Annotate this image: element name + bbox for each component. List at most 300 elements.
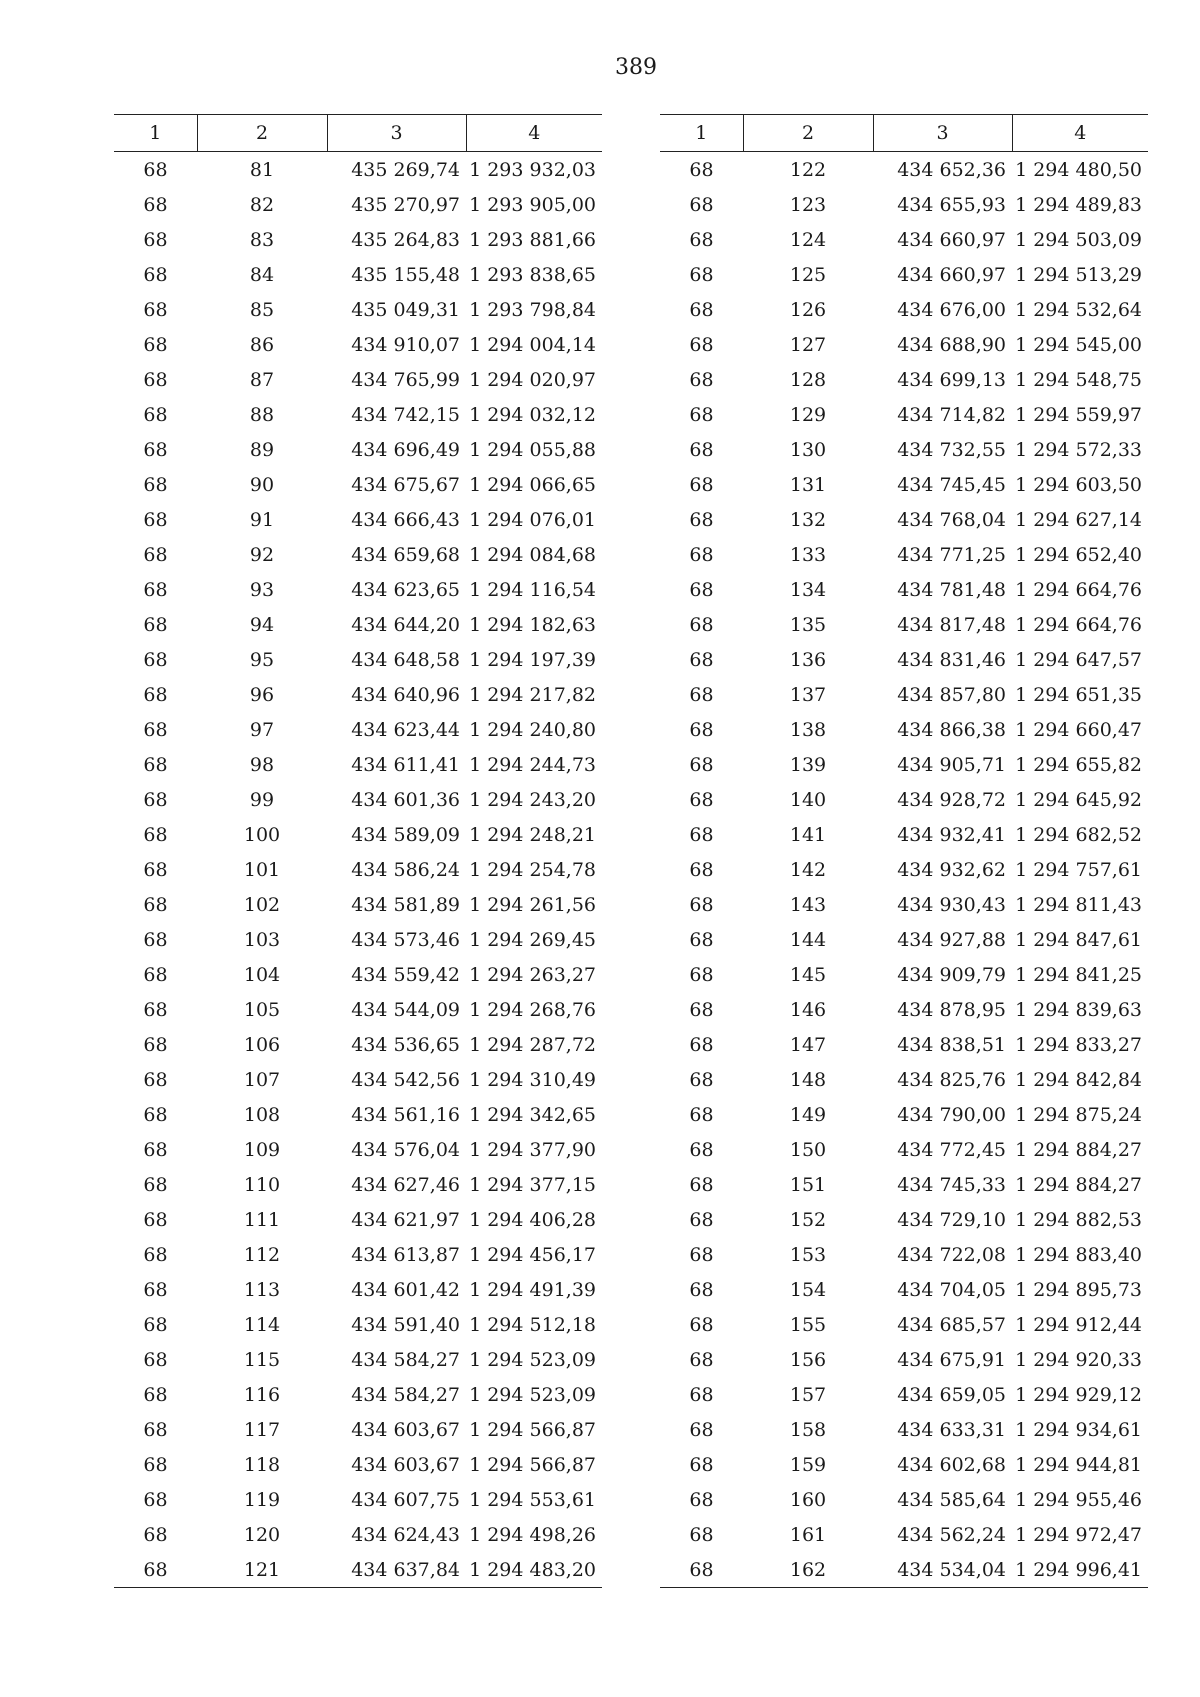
cell-col1: 68 [143, 158, 168, 181]
cell-col1: 68 [689, 333, 714, 356]
table-row [660, 1552, 1148, 1588]
cell-col1: 68 [143, 298, 168, 321]
cell-col1: 68 [143, 333, 168, 356]
cell-col1: 68 [689, 788, 714, 811]
cell-col3: 434 768,04 [897, 508, 1006, 531]
cell-col4: 1 294 944,81 [1015, 1453, 1142, 1476]
cell-col1: 68 [143, 1383, 168, 1406]
cell-col2: 105 [243, 998, 281, 1021]
cell-col3: 434 660,97 [897, 263, 1006, 286]
cell-col3: 434 601,36 [351, 788, 460, 811]
cell-col3: 434 648,58 [351, 648, 460, 671]
cell-col3: 434 825,76 [897, 1068, 1006, 1091]
cell-col2: 83 [249, 228, 275, 251]
cell-col3: 434 772,45 [897, 1138, 1006, 1161]
cell-col1: 68 [143, 788, 168, 811]
cell-col2: 138 [789, 718, 827, 741]
cell-col3: 434 659,68 [351, 543, 460, 566]
cell-col1: 68 [689, 263, 714, 286]
cell-col2: 162 [743, 1552, 873, 1588]
cell-col1: 68 [689, 403, 714, 426]
table-row [660, 817, 1148, 852]
cell-col3: 434 781,48 [897, 578, 1006, 601]
cell-col4: 1 294 811,43 [1015, 893, 1142, 916]
cell-col2: 87 [249, 368, 275, 391]
cell-col3: 434 640,96 [351, 683, 460, 706]
table-row [660, 467, 1148, 502]
cell-col4: 1 294 757,61 [1015, 858, 1142, 881]
cell-col4: 1 294 839,63 [1015, 998, 1142, 1021]
cell-col4: 1 294 833,27 [1015, 1033, 1142, 1056]
table-row [114, 817, 602, 852]
cell-col1: 68 [660, 1552, 743, 1588]
cell-col4: 1 294 566,87 [469, 1418, 596, 1441]
cell-col4: 1 294 523,09 [469, 1348, 596, 1371]
cell-col2: 159 [789, 1453, 827, 1476]
cell-col4: 1 294 182,63 [469, 613, 596, 636]
cell-col3: 434 910,07 [351, 333, 460, 356]
cell-col2: 126 [789, 298, 827, 321]
cell-col3: 434 603,67 [351, 1418, 460, 1441]
table-row [114, 747, 602, 782]
cell-col4: 1 294 647,57 [1015, 648, 1142, 671]
cell-col2: 124 [789, 228, 827, 251]
table-row [114, 572, 602, 607]
cell-col1: 68 [143, 858, 168, 881]
cell-col3: 434 542,56 [351, 1068, 460, 1091]
table-row [660, 1342, 1148, 1377]
cell-col4: 1 294 197,39 [469, 648, 596, 671]
cell-col3: 434 621,97 [351, 1208, 460, 1231]
table-row [660, 922, 1148, 957]
table-row [660, 397, 1148, 432]
table-row [660, 1027, 1148, 1062]
table-header-row [114, 115, 602, 152]
cell-col4: 1 294 512,18 [469, 1313, 596, 1336]
cell-col1: 68 [689, 718, 714, 741]
cell-col1: 68 [143, 718, 168, 741]
cell-col1: 68 [689, 508, 714, 531]
table-row [660, 1132, 1148, 1167]
cell-col3: 434 838,51 [897, 1033, 1006, 1056]
table-row [114, 327, 602, 362]
cell-col3: 434 581,89 [351, 893, 460, 916]
cell-col3: 434 765,99 [351, 368, 460, 391]
cell-col1: 68 [143, 893, 168, 916]
cell-col4: 1 294 263,27 [469, 963, 596, 986]
cell-col2: 90 [249, 473, 275, 496]
cell-col1: 68 [689, 438, 714, 461]
cell-col1: 68 [143, 1313, 168, 1336]
cell-col2: 104 [243, 963, 281, 986]
cell-col3: 435 049,31 [351, 298, 460, 321]
cell-col3: 434 655,93 [897, 193, 1006, 216]
cell-col3: 434 675,91 [897, 1348, 1006, 1371]
cell-col2: 149 [789, 1103, 827, 1126]
cell-col3: 434 675,67 [351, 473, 460, 496]
cell-col4: 1 294 503,09 [1015, 228, 1142, 251]
cell-col2: 86 [249, 333, 275, 356]
cell-col1: 68 [689, 543, 714, 566]
table-row [660, 712, 1148, 747]
cell-col4: 1 294 377,90 [469, 1138, 596, 1161]
cell-col1: 68 [689, 823, 714, 846]
cell-col3: 434 624,43 [351, 1523, 460, 1546]
cell-col2: 147 [789, 1033, 827, 1056]
cell-col4: 1 294 116,54 [469, 578, 596, 601]
table-row [114, 992, 602, 1027]
cell-col2: 107 [243, 1068, 281, 1091]
cell-col2: 122 [789, 158, 827, 181]
cell-col4: 1 294 240,80 [469, 718, 596, 741]
cell-col3: 434 652,36 [897, 158, 1006, 181]
cell-col4: 1 294 243,20 [469, 788, 596, 811]
cell-col1: 68 [689, 928, 714, 951]
cell-col3: 434 534,04 [873, 1552, 1012, 1588]
cell-col3: 434 561,16 [351, 1103, 460, 1126]
cell-col4: 1 294 920,33 [1015, 1348, 1142, 1371]
cell-col2: 157 [789, 1383, 827, 1406]
table-row [114, 1447, 602, 1482]
table-row [660, 957, 1148, 992]
cell-col4: 1 294 603,50 [1015, 473, 1142, 496]
cell-col3: 434 536,65 [351, 1033, 460, 1056]
table-row [660, 642, 1148, 677]
cell-col3: 434 559,42 [351, 963, 460, 986]
cell-col2: 85 [249, 298, 275, 321]
cell-col2: 151 [789, 1173, 827, 1196]
table-row [660, 1202, 1148, 1237]
table-body-left [114, 152, 602, 1588]
table-row [114, 1307, 602, 1342]
table-row [114, 1132, 602, 1167]
cell-col2: 131 [789, 473, 827, 496]
cell-col2: 136 [789, 648, 827, 671]
cell-col1: 68 [689, 1453, 714, 1476]
cell-col1: 68 [143, 613, 168, 636]
cell-col3: 434 732,55 [897, 438, 1006, 461]
cell-col2: 101 [243, 858, 281, 881]
cell-col1: 68 [143, 1033, 168, 1056]
cell-col4: 1 294 572,33 [1015, 438, 1142, 461]
cell-col3: 434 866,38 [897, 718, 1006, 741]
cell-col4: 1 294 489,83 [1015, 193, 1142, 216]
cell-col2: 103 [243, 928, 281, 951]
cell-col3: 434 591,40 [351, 1313, 460, 1336]
cell-col1: 68 [689, 1418, 714, 1441]
cell-col4: 1 293 932,03 [469, 158, 596, 181]
cell-col1: 68 [143, 473, 168, 496]
table-row [114, 257, 602, 292]
table-row [660, 887, 1148, 922]
cell-col2: 116 [243, 1383, 281, 1406]
cell-col1: 68 [143, 1453, 168, 1476]
cell-col3: 434 909,79 [897, 963, 1006, 986]
cell-col4: 1 294 884,27 [1015, 1138, 1142, 1161]
cell-col3: 434 704,05 [897, 1278, 1006, 1301]
cell-col2: 117 [243, 1418, 281, 1441]
cell-col4: 1 294 882,53 [1015, 1208, 1142, 1231]
column-header-1: 1 [114, 115, 197, 152]
table-row [660, 1062, 1148, 1097]
cell-col4: 1 294 875,24 [1015, 1103, 1142, 1126]
cell-col3: 434 544,09 [351, 998, 460, 1021]
cell-col4: 1 294 248,21 [469, 823, 596, 846]
cell-col2: 142 [789, 858, 827, 881]
cell-col1: 68 [689, 368, 714, 391]
cell-col2: 144 [789, 928, 827, 951]
cell-col1: 68 [689, 193, 714, 216]
table-row [114, 1342, 602, 1377]
table-row [114, 1167, 602, 1202]
cell-col2: 156 [789, 1348, 827, 1371]
cell-col4: 1 294 523,09 [469, 1383, 596, 1406]
column-header-2: 2 [743, 115, 873, 152]
cell-col2: 81 [249, 158, 275, 181]
cell-col2: 112 [243, 1243, 281, 1266]
cell-col3: 434 623,44 [351, 718, 460, 741]
cell-col3: 434 857,80 [897, 683, 1006, 706]
cell-col1: 68 [143, 928, 168, 951]
table-row [660, 1482, 1148, 1517]
table-row [114, 1377, 602, 1412]
cell-col4: 1 294 847,61 [1015, 928, 1142, 951]
table-row [114, 1552, 602, 1588]
cell-col3: 435 155,48 [351, 263, 460, 286]
cell-col2: 127 [789, 333, 827, 356]
cell-col1: 68 [689, 1208, 714, 1231]
cell-col1: 68 [689, 1348, 714, 1371]
cell-col3: 434 790,00 [897, 1103, 1006, 1126]
table-row [660, 432, 1148, 467]
cell-col4: 1 294 498,26 [469, 1523, 596, 1546]
cell-col3: 434 699,13 [897, 368, 1006, 391]
table-row [114, 502, 602, 537]
cell-col3: 434 633,31 [897, 1418, 1006, 1441]
cell-col2: 132 [789, 508, 827, 531]
cell-col1: 68 [143, 1103, 168, 1126]
cell-col2: 158 [789, 1418, 827, 1441]
cell-col2: 134 [789, 578, 827, 601]
cell-col4: 1 294 406,28 [469, 1208, 596, 1231]
table-row [114, 187, 602, 222]
cell-col2: 139 [789, 753, 827, 776]
table-row [660, 677, 1148, 712]
cell-col1: 68 [143, 1243, 168, 1266]
cell-col1: 68 [143, 1488, 168, 1511]
table-row [660, 1447, 1148, 1482]
cell-col1: 68 [689, 1278, 714, 1301]
cell-col1: 68 [689, 1138, 714, 1161]
cell-col1: 68 [143, 438, 168, 461]
cell-col4: 1 294 483,20 [466, 1552, 602, 1588]
coordinates-table-right [660, 114, 1148, 1588]
table-row [660, 992, 1148, 1027]
cell-col3: 434 586,24 [351, 858, 460, 881]
cell-col1: 68 [143, 403, 168, 426]
cell-col4: 1 294 491,39 [469, 1278, 596, 1301]
table-row [114, 712, 602, 747]
cell-col4: 1 294 559,97 [1015, 403, 1142, 426]
cell-col1: 68 [143, 1418, 168, 1441]
table-row [114, 1202, 602, 1237]
cell-col1: 68 [689, 1173, 714, 1196]
cell-col3: 434 623,65 [351, 578, 460, 601]
table-row [660, 852, 1148, 887]
cell-col4: 1 294 020,97 [469, 368, 596, 391]
cell-col4: 1 294 513,29 [1015, 263, 1142, 286]
table-row [660, 572, 1148, 607]
cell-col4: 1 294 244,73 [469, 753, 596, 776]
cell-col3: 434 601,42 [351, 1278, 460, 1301]
cell-col1: 68 [143, 753, 168, 776]
cell-col1: 68 [143, 998, 168, 1021]
cell-col1: 68 [689, 1068, 714, 1091]
cell-col3: 434 573,46 [351, 928, 460, 951]
cell-col3: 434 613,87 [351, 1243, 460, 1266]
cell-col4: 1 294 377,15 [469, 1173, 596, 1196]
cell-col4: 1 294 004,14 [469, 333, 596, 356]
cell-col4: 1 294 456,17 [469, 1243, 596, 1266]
table-row [114, 397, 602, 432]
cell-col2: 160 [789, 1488, 827, 1511]
cell-col3: 435 269,74 [351, 158, 460, 181]
cell-col3: 434 607,75 [351, 1488, 460, 1511]
table-row [660, 222, 1148, 257]
cell-col2: 161 [789, 1523, 827, 1546]
cell-col4: 1 294 996,41 [1012, 1552, 1148, 1588]
cell-col4: 1 293 881,66 [469, 228, 596, 251]
cell-col1: 68 [143, 578, 168, 601]
table-row [660, 187, 1148, 222]
cell-col4: 1 294 664,76 [1015, 613, 1142, 636]
table-row [660, 1307, 1148, 1342]
cell-col1: 68 [143, 823, 168, 846]
cell-col2: 129 [789, 403, 827, 426]
cell-col4: 1 294 929,12 [1015, 1383, 1142, 1406]
cell-col1: 68 [689, 158, 714, 181]
table-row [114, 1517, 602, 1552]
cell-col2: 109 [243, 1138, 281, 1161]
cell-col2: 128 [789, 368, 827, 391]
column-header-2: 2 [197, 115, 327, 152]
cell-col3: 434 722,08 [897, 1243, 1006, 1266]
cell-col4: 1 294 842,84 [1015, 1068, 1142, 1091]
table-row [114, 1027, 602, 1062]
table-row [114, 677, 602, 712]
cell-col3: 434 932,62 [897, 858, 1006, 881]
cell-col4: 1 294 895,73 [1015, 1278, 1142, 1301]
table-row [114, 1482, 602, 1517]
cell-col2: 108 [243, 1103, 281, 1126]
cell-col4: 1 294 287,72 [469, 1033, 596, 1056]
cell-col2: 91 [249, 508, 275, 531]
cell-col2: 115 [243, 1348, 281, 1371]
cell-col4: 1 294 261,56 [469, 893, 596, 916]
table-row [660, 362, 1148, 397]
cell-col4: 1 294 076,01 [469, 508, 596, 531]
cell-col1: 68 [689, 1523, 714, 1546]
column-header-3: 3 [873, 115, 1012, 152]
cell-col4: 1 294 652,40 [1015, 543, 1142, 566]
cell-col1: 68 [689, 1488, 714, 1511]
cell-col4: 1 294 955,46 [1015, 1488, 1142, 1511]
cell-col2: 130 [789, 438, 827, 461]
cell-col4: 1 294 548,75 [1015, 368, 1142, 391]
cell-col2: 95 [249, 648, 275, 671]
cell-col1: 68 [143, 1068, 168, 1091]
cell-col3: 434 584,27 [351, 1383, 460, 1406]
table-row [660, 327, 1148, 362]
table-row [660, 607, 1148, 642]
column-header-1: 1 [660, 115, 743, 152]
cell-col2: 146 [789, 998, 827, 1021]
cell-col2: 100 [243, 823, 281, 846]
cell-col2: 94 [249, 613, 275, 636]
cell-col2: 121 [197, 1552, 327, 1588]
column-header-4: 4 [466, 115, 602, 152]
table-row [114, 292, 602, 327]
cell-col3: 434 817,48 [897, 613, 1006, 636]
table-row [114, 887, 602, 922]
cell-col1: 68 [689, 893, 714, 916]
cell-col1: 68 [689, 963, 714, 986]
page-number: 389 [615, 55, 657, 80]
table-row [114, 1272, 602, 1307]
cell-col1: 68 [143, 1348, 168, 1371]
table-row [114, 1412, 602, 1447]
cell-col2: 114 [243, 1313, 281, 1336]
cell-col2: 137 [789, 683, 827, 706]
cell-col1: 68 [689, 473, 714, 496]
column-header-4: 4 [1012, 115, 1148, 152]
cell-col1: 68 [143, 1138, 168, 1161]
cell-col3: 435 270,97 [351, 193, 460, 216]
cell-col4: 1 294 934,61 [1015, 1418, 1142, 1441]
table-row [660, 1272, 1148, 1307]
cell-col4: 1 294 884,27 [1015, 1173, 1142, 1196]
table-header-row [660, 115, 1148, 152]
cell-col1: 68 [689, 648, 714, 671]
cell-col2: 88 [249, 403, 275, 426]
table-row [660, 782, 1148, 817]
table-row [114, 467, 602, 502]
cell-col4: 1 294 883,40 [1015, 1243, 1142, 1266]
cell-col2: 135 [789, 613, 827, 636]
cell-col1: 68 [143, 1523, 168, 1546]
cell-col1: 68 [689, 298, 714, 321]
cell-col1: 68 [143, 1208, 168, 1231]
cell-col2: 97 [249, 718, 275, 741]
cell-col1: 68 [143, 263, 168, 286]
cell-col4: 1 294 254,78 [469, 858, 596, 881]
table-row [114, 362, 602, 397]
cell-col1: 68 [143, 963, 168, 986]
table-row [660, 1237, 1148, 1272]
cell-col2: 111 [243, 1208, 281, 1231]
cell-col1: 68 [143, 1278, 168, 1301]
cell-col3: 434 589,09 [351, 823, 460, 846]
cell-col1: 68 [143, 508, 168, 531]
cell-col2: 152 [789, 1208, 827, 1231]
cell-col3: 434 627,46 [351, 1173, 460, 1196]
table-row [660, 747, 1148, 782]
cell-col2: 154 [789, 1278, 827, 1301]
cell-col1: 68 [143, 543, 168, 566]
cell-col4: 1 294 912,44 [1015, 1313, 1142, 1336]
cell-col4: 1 294 084,68 [469, 543, 596, 566]
cell-col3: 434 585,64 [897, 1488, 1006, 1511]
